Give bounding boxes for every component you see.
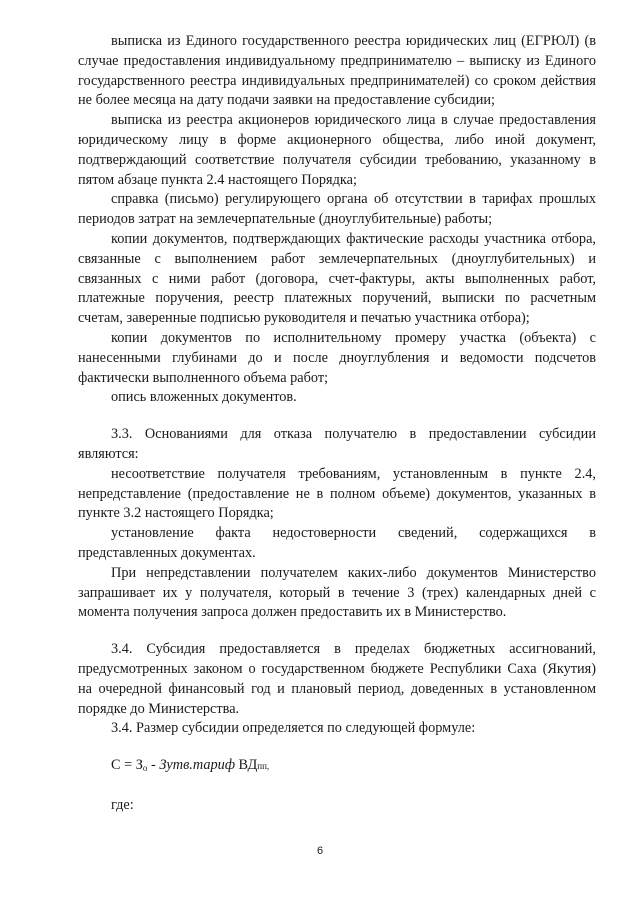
- doc-item-shareholder-register: выписка из реестра акционеров юридического лица в случае предоставления юридическому лицу в форме акционерного общества, либо иной документ, подтверждающий соответствие получателя субсидии требованию, указанному в пятом абзаце пункта 2.4 настоящего Порядка;: [78, 112, 596, 188]
- formula-lhs: С = З: [111, 757, 143, 774]
- paragraph-spacer: [78, 408, 596, 425]
- paragraph-spacer: [78, 739, 596, 756]
- missing-documents-request: При непредставлении получателем каких-либо документов Министерство запрашивает их у получателя, который в течение 3 (трех) календарных дней с момента получения запроса должен предоставить их в Министерство.: [78, 564, 596, 621]
- doc-item-egrul-extract: выписка из Единого государственного реестра юридических лиц (ЕГРЮЛ) (в случае предоставления индивидуальному предпринимателю – выписку из Единого государственного реестра индивидуальных предпринимателей) со сроком действия не более месяца на дату подачи заявки на предоставление субсидии;: [78, 33, 596, 109]
- doc-item-expense-copies: копии документов, подтверждающих фактические расходы участника отбора, связанные с выполнением работ землечерпательных (дноуглубительных) и связанных с ними работ (договора, счет-фактуры, акты выполненных работ, платежные поручения, реестр платежных поручений, выписки по расчетным счетам, заверенные подписью руководителя и печатью участника отбора);: [78, 230, 596, 327]
- doc-item-inventory: опись вложенных документов.: [111, 389, 297, 406]
- formula-approved-tariff-term: Зутв.тариф: [159, 757, 235, 774]
- refusal-reason-false-info: установление факта недостоверности сведений, содержащихся в представленных документах.: [78, 525, 596, 561]
- paragraph-spacer: [78, 779, 596, 796]
- section-3-4-budget: 3.4. Субсидия предоставляется в пределах бюджетных ассигнований, предусмотренных законом о государственном бюджете Республики Саха (Якутия) на очередной финансовый год и плановый период, доведенных в установленном порядке до Министерства.: [78, 641, 596, 717]
- page-number: 6: [316, 845, 324, 857]
- section-3-3-heading: 3.3. Основаниями для отказа получателю в предоставлении субсидии являются:: [78, 426, 596, 462]
- formula-minus: -: [147, 757, 160, 774]
- section-3-4-formula-intro: 3.4. Размер субсидии определяется по следующей формуле:: [111, 720, 476, 737]
- doc-item-regulator-certificate: справка (письмо) регулирующего органа об отсутствии в тарифах прошлых периодов затрат на землечерпательные (дноуглубительные) работы;: [78, 191, 596, 228]
- formula-vd-subscript: пп,: [257, 761, 270, 772]
- subsidy-formula: [111, 756, 596, 779]
- doc-item-survey-copies: копии документов по исполнительному промеру участка (объекта) с нанесенными глубинами до и после дноуглубления и ведомости подсчетов фактически выполненного объема работ;: [78, 329, 596, 386]
- formula-lhs-subscript: о: [142, 763, 148, 774]
- refusal-reason-noncompliance: несоответствие получателя требованиям, установленным в пункте 2.4, непредставление (предоставление не в полном объеме) документов, указанных в пункте 3.2 настоящего Порядка;: [78, 465, 596, 522]
- formula-where: где:: [111, 796, 134, 813]
- paragraph-spacer: [78, 623, 596, 640]
- formula-vd: ВД: [234, 757, 258, 774]
- page-body: [78, 32, 596, 816]
